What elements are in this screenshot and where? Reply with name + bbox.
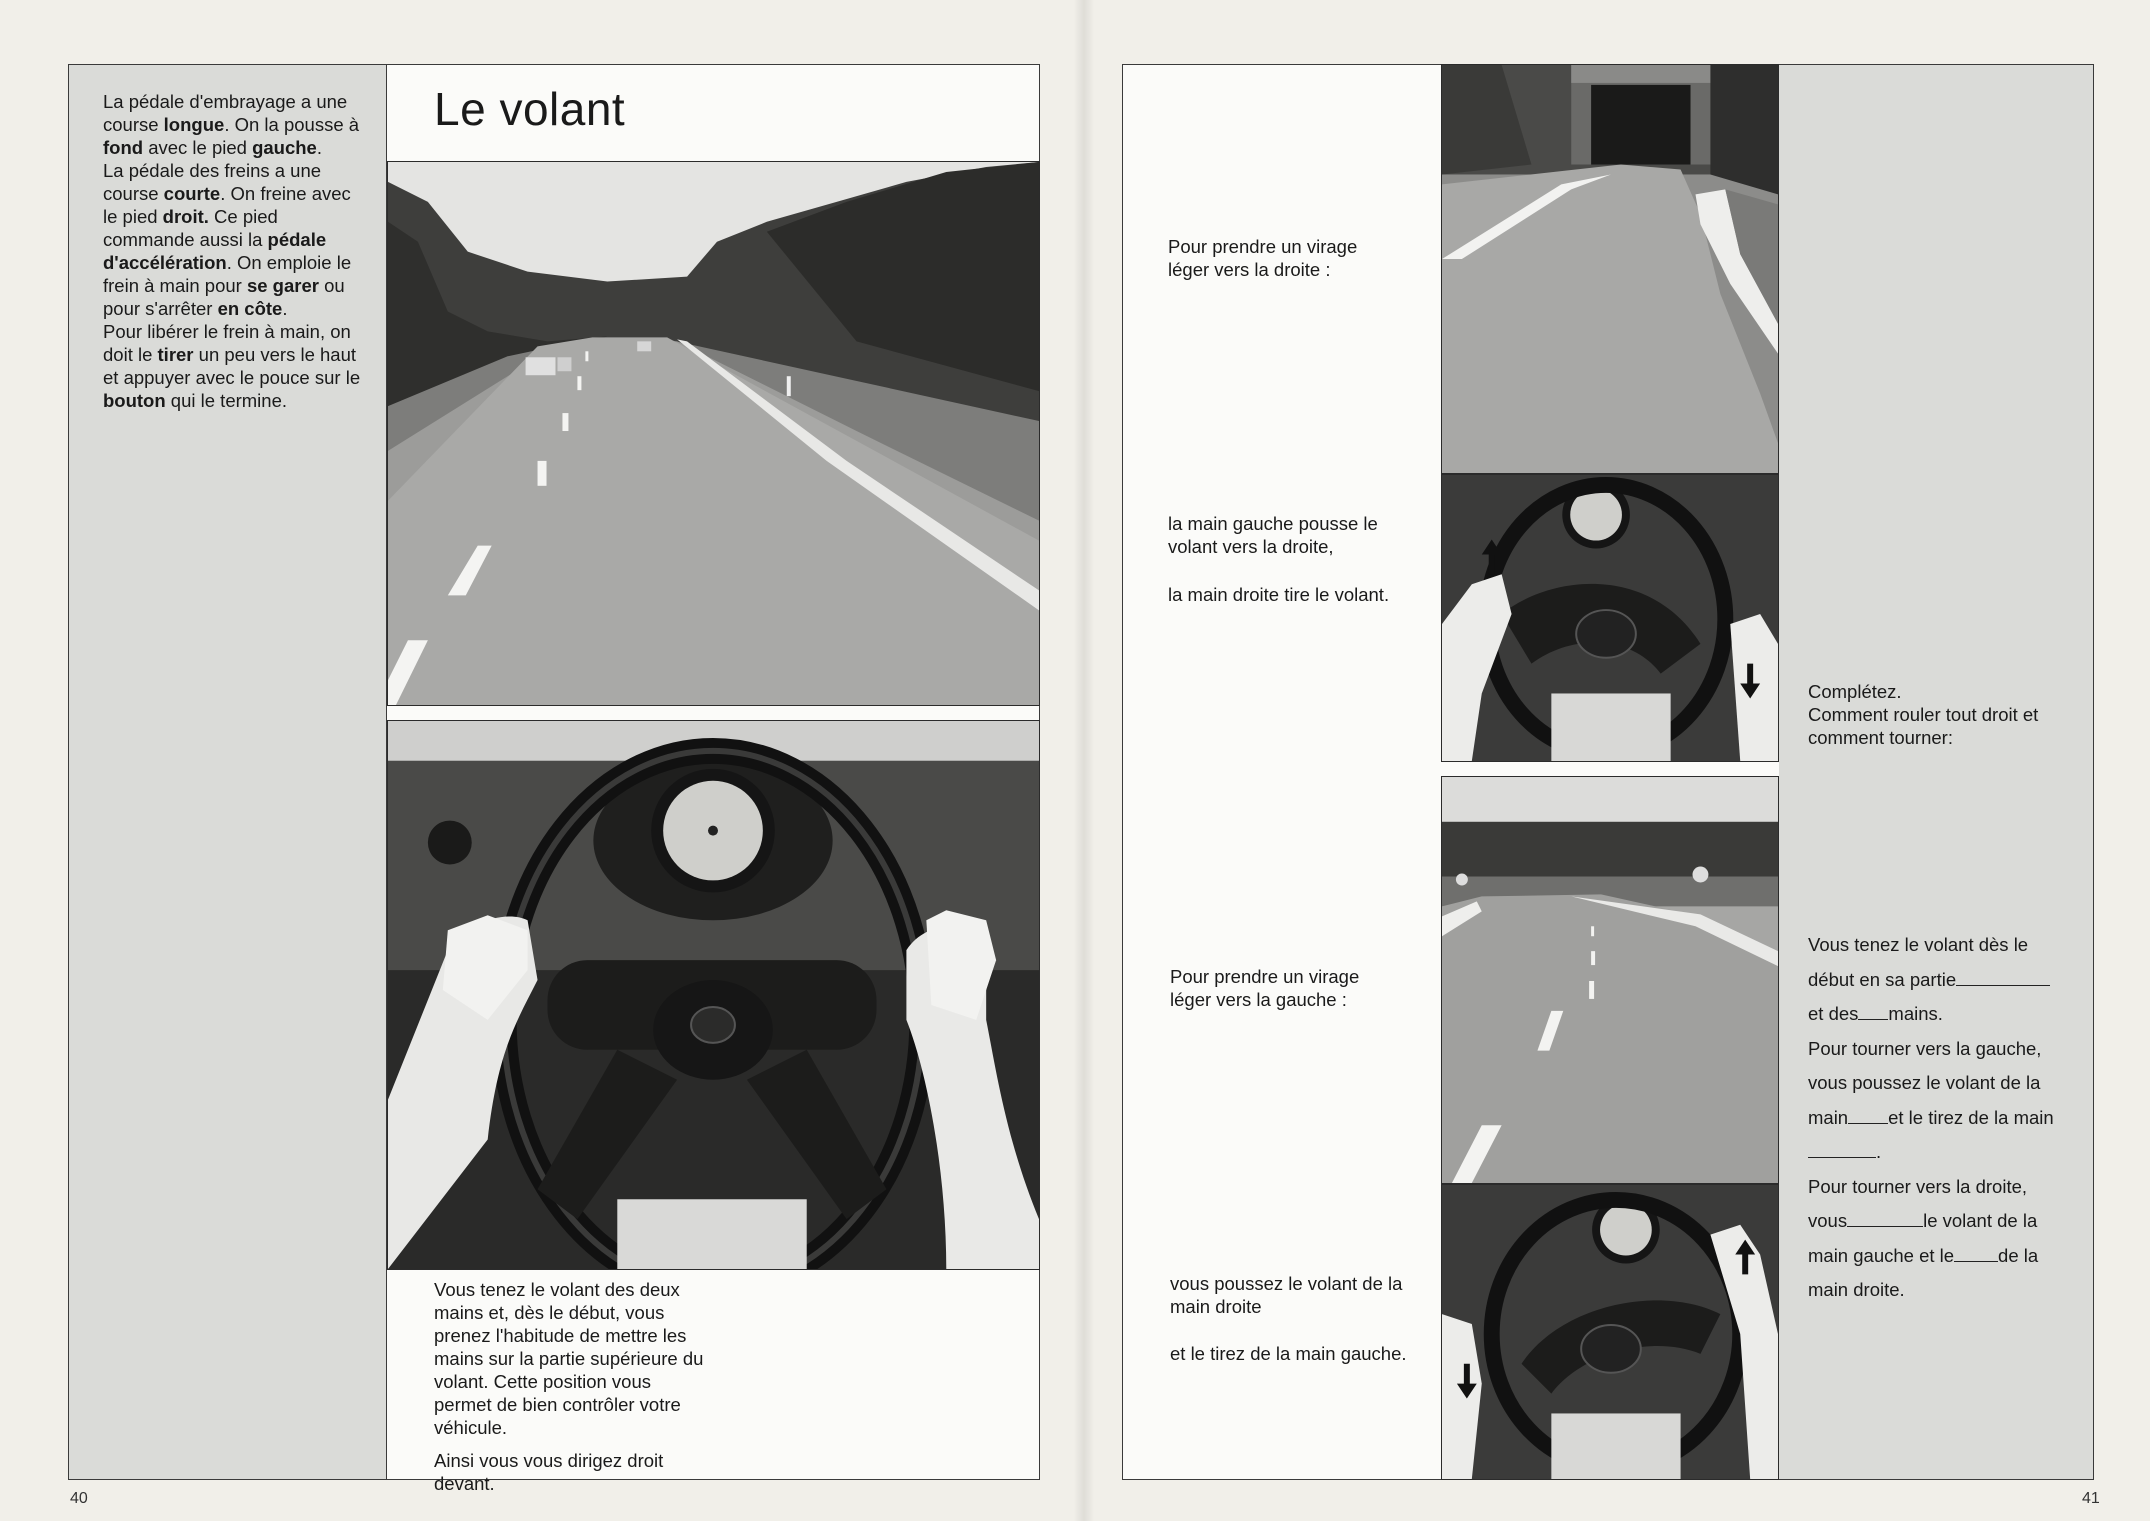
handbrake-paragraph: Pour libérer le frein à main, on doit le tirer un peu vers le haut et appuyer avec le pouce sur le bouton qui le termine. bbox=[103, 321, 361, 411]
exercise-line-3: et des mains. bbox=[1808, 1003, 1943, 1024]
caption-last-line: Ainsi vous vous dirigez droit devant. bbox=[434, 1450, 664, 1494]
exercise-line-11: main droite. bbox=[1808, 1279, 1905, 1300]
wheel-turn-left-photo bbox=[1441, 1184, 1779, 1480]
left-sidebar-text bbox=[103, 90, 363, 412]
wheel-turn-right-photo bbox=[1441, 474, 1779, 762]
exercise-intro bbox=[1808, 680, 2078, 749]
exercise-line-6: main et le tirez de la main bbox=[1808, 1106, 2054, 1128]
page-number-left: 40 bbox=[70, 1490, 88, 1507]
exercise-line-1: Vous tenez le volant dès le bbox=[1808, 934, 2029, 955]
exercise-line-2: début en sa partie bbox=[1808, 963, 2088, 998]
caption-paragraph: Vous tenez le volant des deux mains et, dès le début, vous prenez l'habitude de mettre les mains sur la partie supérieure du volant. Cette position vous permet de bien contrôler votre véhicule. bbox=[434, 1279, 704, 1438]
blank-partie[interactable] bbox=[1956, 985, 2050, 986]
blank-verbe[interactable] bbox=[1847, 1226, 1923, 1227]
exercise-line-7: . bbox=[1808, 1135, 2088, 1170]
exercise-line-4: Pour tourner vers la gauche, bbox=[1808, 1037, 2042, 1059]
turn-right-intro: Pour prendre un virage léger vers la droite : bbox=[1168, 236, 1358, 280]
book-spine bbox=[1074, 0, 1094, 1521]
exercise-question: Comment rouler tout droit et comment tourner: bbox=[1808, 704, 2039, 748]
steering-wheel-photo bbox=[387, 720, 1040, 1270]
main-caption bbox=[434, 1278, 706, 1495]
exercise-line-5: vous poussez le volant de la bbox=[1808, 1072, 2041, 1093]
page-number-right: 41 bbox=[2082, 1490, 2100, 1507]
blank-main-tire[interactable] bbox=[1808, 1157, 1876, 1158]
you-pull-left-hand: et le tirez de la main gauche. bbox=[1170, 1343, 1407, 1364]
blank-des-mains[interactable] bbox=[1858, 1019, 1888, 1020]
road-curve-left-photo bbox=[1441, 776, 1779, 1184]
right-hand-pulls: la main droite tire le volant. bbox=[1168, 584, 1390, 605]
exercise-fill-in bbox=[1808, 928, 2088, 1308]
blank-verbe-2[interactable] bbox=[1954, 1261, 1998, 1262]
brake-paragraph: La pédale des freins a une course courte. On freine avec le pied droit. Ce pied commande aussi la pédale d'accélération. On emploie le frein à main pour se garer ou pour s'arrêter en côte. bbox=[103, 160, 352, 319]
exercise-line-8: Pour tourner vers la droite, bbox=[1808, 1175, 2028, 1197]
exercise-heading: Complétez. bbox=[1808, 681, 1902, 702]
left-hand-pushes: la main gauche pousse le volant vers la droite, bbox=[1168, 513, 1378, 557]
road-curve-right-photo bbox=[1441, 64, 1779, 474]
road-straight-photo bbox=[387, 161, 1040, 706]
turn-left-intro: Pour prendre un virage léger vers la gauche : bbox=[1170, 966, 1360, 1010]
exercise-line-10: main gauche et le de la bbox=[1808, 1244, 2039, 1266]
blank-main-pousse[interactable] bbox=[1848, 1123, 1888, 1124]
exercise-line-9: vous le volant de la bbox=[1808, 1210, 2038, 1231]
page-title: Le volant bbox=[434, 83, 626, 135]
you-push-right-hand: vous poussez le volant de la main droite bbox=[1170, 1273, 1403, 1317]
clutch-paragraph: La pédale d'embrayage a une course longue. On la pousse à fond avec le pied gauche. bbox=[103, 91, 360, 158]
